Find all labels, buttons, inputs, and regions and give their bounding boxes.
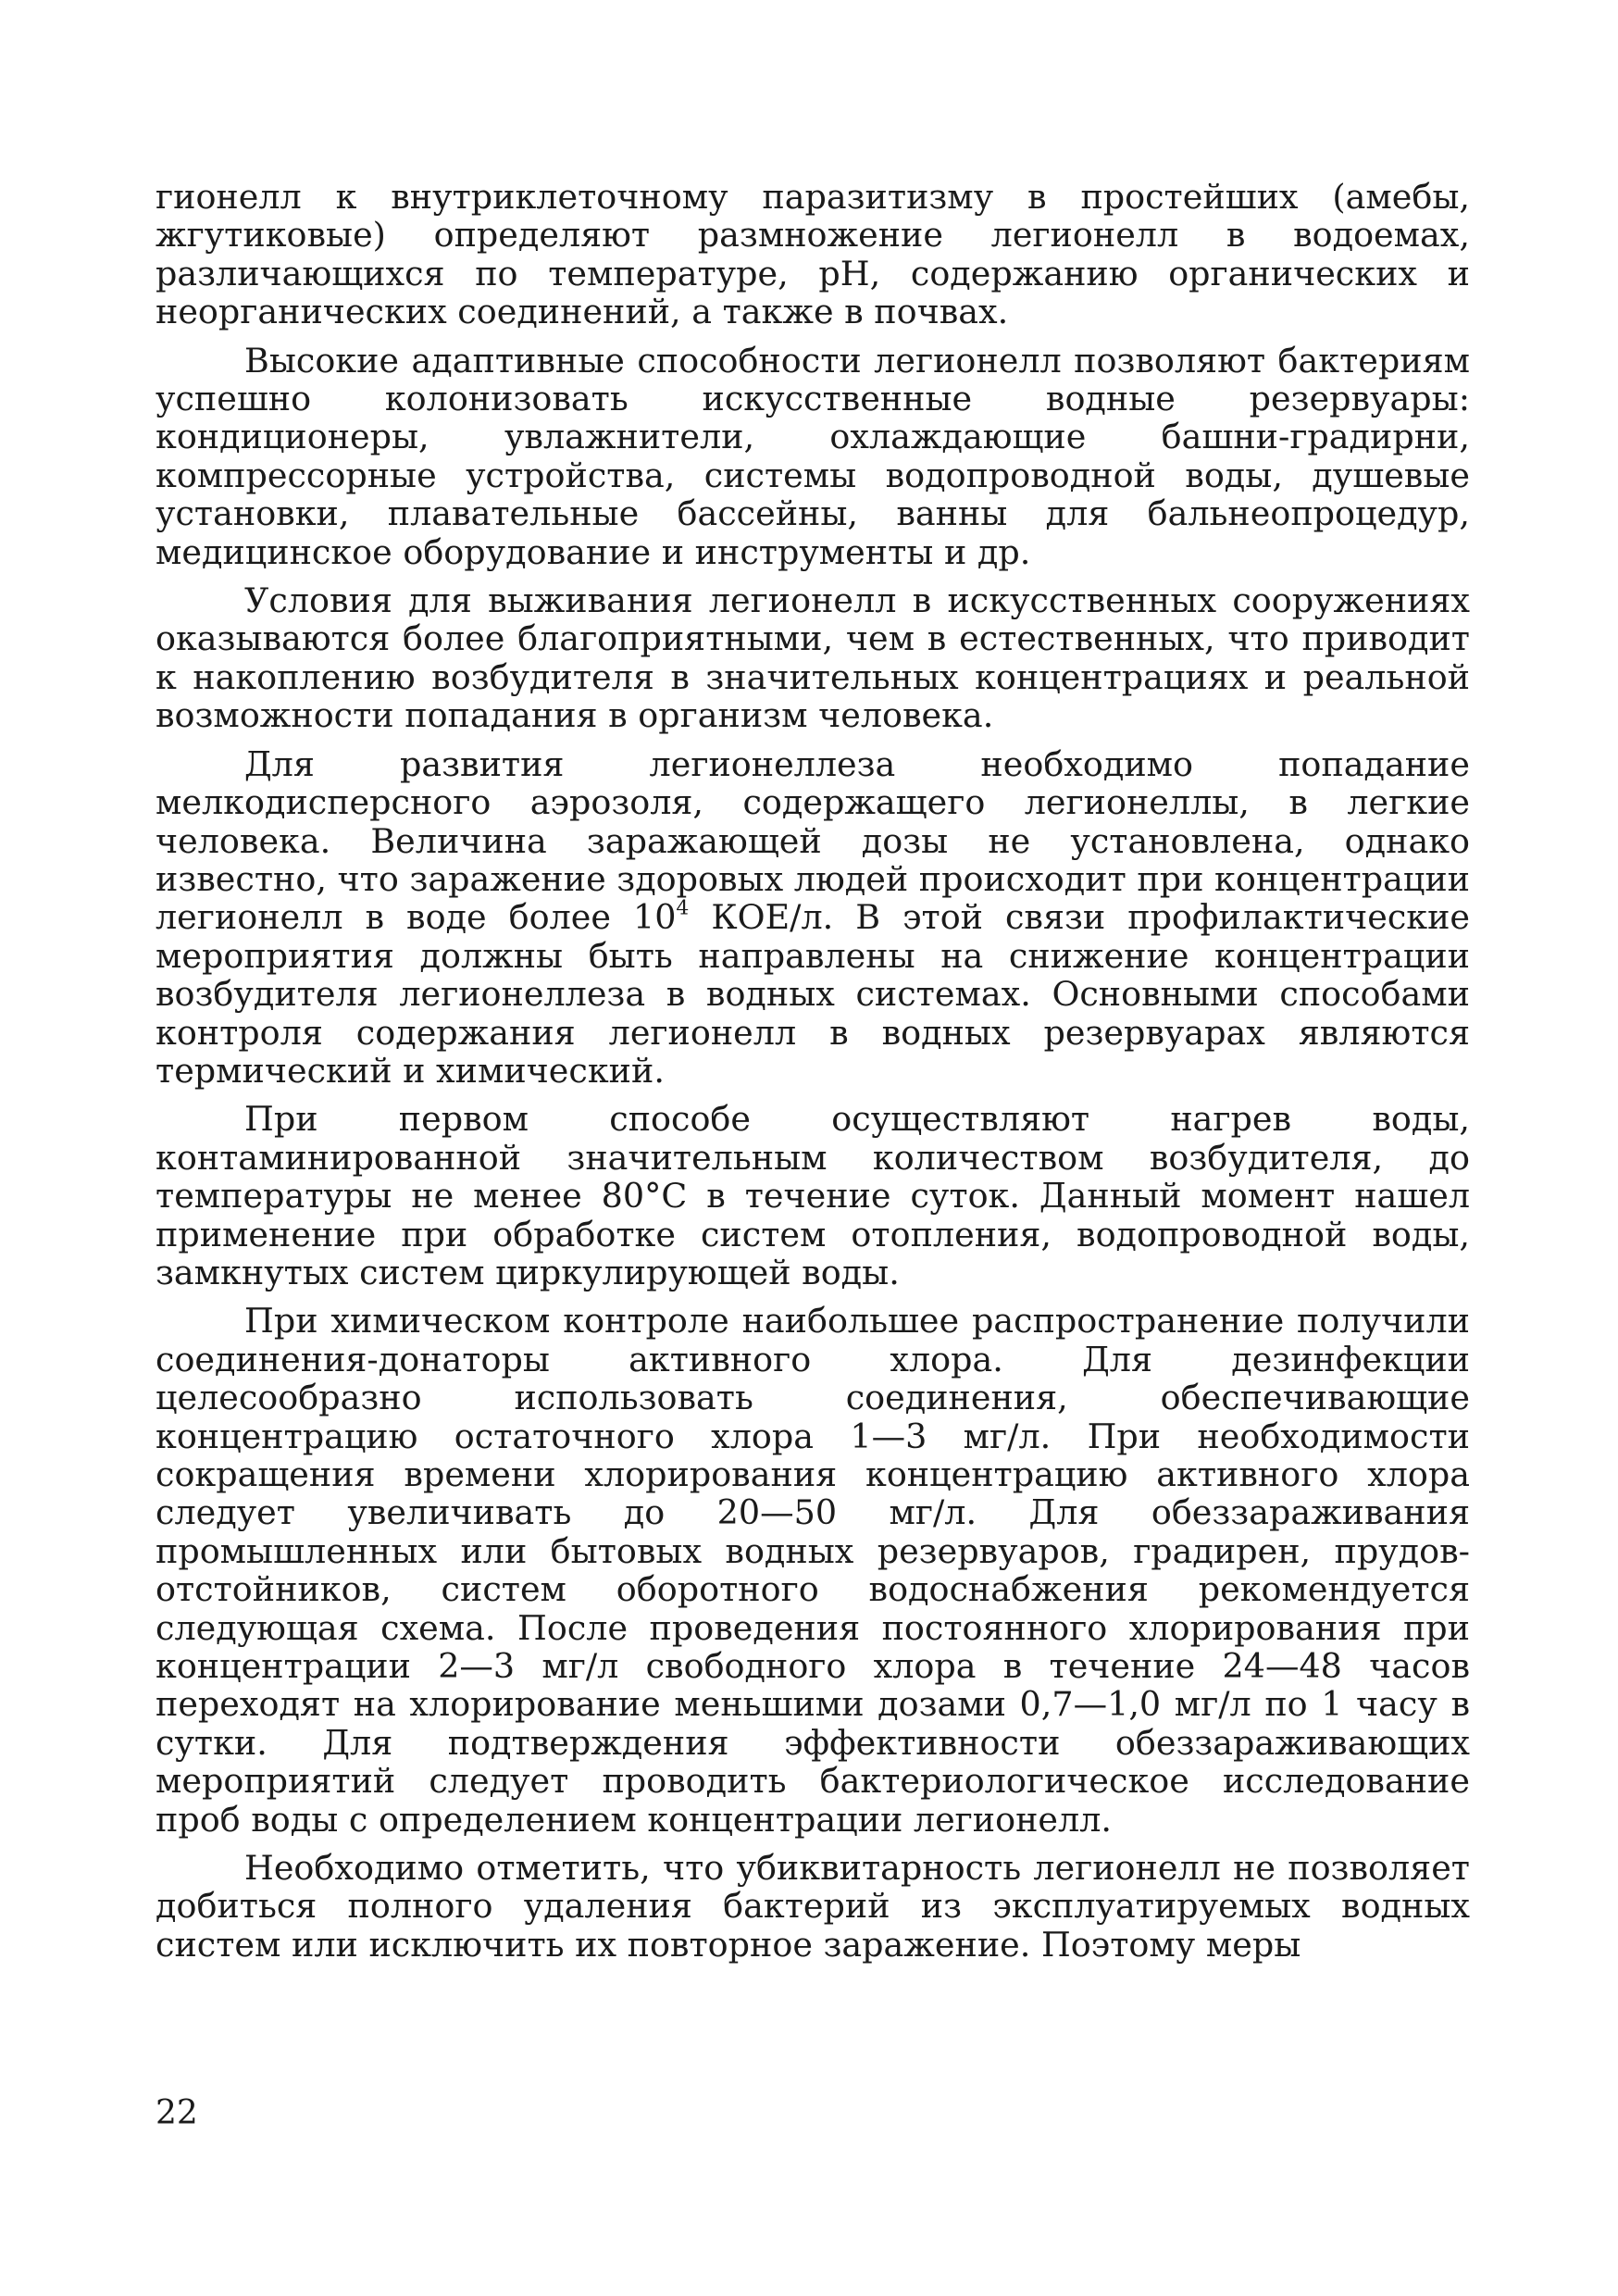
paragraph-4-text-b: КОЕ/л. В этой связи профилактические мероприятия должны быть направлены на снижение концентрации возбудителя легионеллеза в водных системах. Основными способами контроля содержания легионелл в водных резервуарах являются термический и химический. <box>156 897 1470 1091</box>
paragraph-5: При первом способе осуществляют нагрев воды, контаминированной значительным количеством возбудителя, до температуры не менее 80°С в течение суток. Данный момент нашел применение при обработке систем отопления, водопроводной воды, замкнутых систем циркулирующей воды. <box>156 1099 1470 1292</box>
paragraph-3: Условия для выживания легионелл в искусственных сооружениях оказываются более благоприятными, чем в естественных, что приводит к накоплению возбудителя в значительных концентрациях и реальной возможности попадания в организм человека. <box>156 580 1470 736</box>
page-body <box>156 178 1470 1974</box>
page-number: 22 <box>156 2094 198 2132</box>
paragraph-2: Высокие адаптивные способности легионелл позволяют бактериям успешно колонизовать искусственные водные резервуары: кондиционеры, увлажнители, охлаждающие башни-градирни, компрессорные устройства, системы водопроводной воды, душевые установки, плавательные бассейны, ванны для бальнеопроцедур, медицинское оборудование и инструменты и др. <box>156 340 1470 572</box>
superscript-exponent: 4 <box>676 896 690 920</box>
paragraph-4 <box>156 745 1470 1091</box>
paragraph-1: гионелл к внутриклеточному паразитизму в простейших (амебы, жгутиковые) определяют размножение легионелл в водоемах, различающихся по температуре, pH, содержанию органических и неорганических соединений, а также в почвах. <box>156 177 1470 332</box>
paragraph-6: При химическом контроле наибольшее распространение получили соединения-донаторы активного хлора. Для дезинфекции целесообразно использовать соединения, обеспечивающие концентрацию остаточного хлора 1—3 мг/л. При необходимости сокращения времени хлорирования концентрацию активного хлора следует увеличивать до 20—50 мг/л. Для обеззараживания промышленных или бытовых водных резервуаров, градирен, прудов-отстойников, систем оборотного водоснабжения рекомендуется следующая схема. После проведения постоянного хлорирования при концентрации 2—3 мг/л свободного хлора в течение 24—48 часов переходят на хлорирование меньшими дозами 0,7—1,0 мг/л по 1 часу в сутки. Для подтверждения эффективности обеззараживающих мероприятий следует проводить бактериологическое исследование проб воды с определением концентрации легионелл. <box>156 1301 1470 1840</box>
paragraph-4-text-a: Для развития легионеллеза необходимо попадание мелкодисперсного аэрозоля, содержащего легионеллы, в легкие человека. Величина заражающей дозы не установлена, однако известно, что заражение здоровых людей происходит при концентрации легионелл в воде более 10 <box>156 743 1470 938</box>
paragraph-7: Необходимо отметить, что убиквитарность легионелл не позволяет добиться полного удаления бактерий из эксплуатируемых водных систем или исключить их повторное заражение. Поэтому меры <box>156 1848 1470 1965</box>
